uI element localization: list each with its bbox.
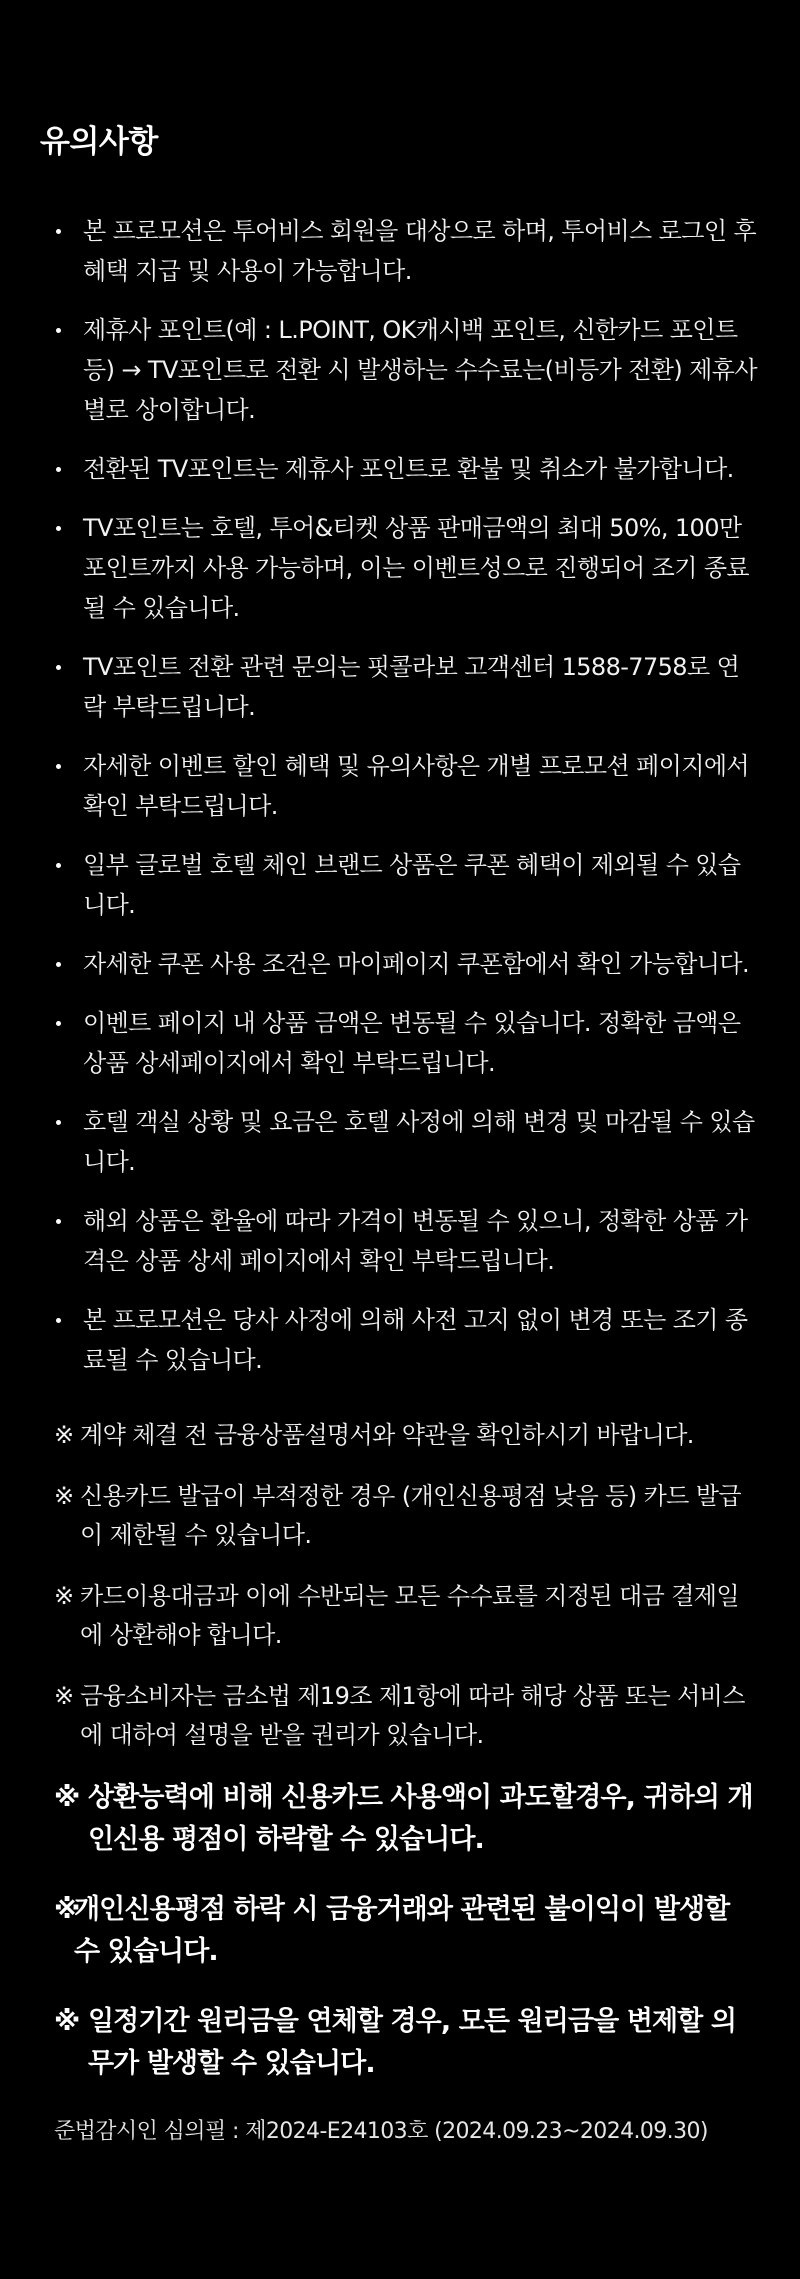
notice-item: TV포인트는 호텔, 투어&티켓 상품 판매금액의 최대 50%, 100만 포인트까지 사용 가능하며, 이는 이벤트성으로 진행되어 조기 종료될 수 있습니다. (40, 508, 760, 628)
notice-item: 전환된 TV포인트는 제휴사 포인트로 환불 및 취소가 불가합니다. (40, 449, 760, 489)
notice-item: 본 프로모션은 투어비스 회원을 대상으로 하며, 투어비스 로그인 후 혜택 지급 및 사용이 가능합니다. (40, 211, 760, 291)
notice-item: 자세한 이벤트 할인 혜택 및 유의사항은 개별 프로모션 페이지에서 확인 부탁드립니다. (40, 746, 760, 826)
financial-notes (40, 1416, 760, 2085)
page-title: 유의사항 (40, 124, 158, 160)
financial-note-text: 금융소비자는 금소법 제19조 제1항에 따라 해당 상품 또는 서비스에 대하여 설명을 받을 권리가 있습니다. (80, 1682, 745, 1749)
notice-item: 자세한 쿠폰 사용 조건은 마이페이지 쿠폰함에서 확인 가능합니다. (40, 944, 760, 984)
financial-note (40, 1577, 760, 1655)
notice-item: 본 프로모션은 당사 사정에 의해 사전 고지 없이 변경 또는 조기 종료될 수 있습니다. (40, 1300, 760, 1380)
credit-warning-text: 일정기간 원리금을 연체할 경우, 모든 원리금을 변제할 의무가 발생할 수 있습니다. (88, 2006, 737, 2079)
financial-note (40, 1677, 760, 1755)
financial-note-text: 신용카드 발급이 부적정한 경우 (개인신용평점 낮음 등) 카드 발급이 제한될 수 있습니다. (80, 1482, 741, 1549)
reference-mark: ※ (54, 1582, 74, 1610)
credit-warning-text: 상환능력에 비해 신용카드 사용액이 과도할경우, 귀하의 개인신용 평점이 하락할 수 있습니다. (88, 1782, 753, 1855)
notice-item: 일부 글로벌 호텔 체인 브랜드 상품은 쿠폰 혜택이 제외될 수 있습니다. (40, 845, 760, 925)
notice-item: 이벤트 페이지 내 상품 금액은 변동될 수 있습니다. 정확한 금액은 상품 상세페이지에서 확인 부탁드립니다. (40, 1003, 760, 1083)
credit-warning (40, 2001, 760, 2085)
notice-item: 해외 상품은 환율에 따라 가격이 변동될 수 있으니, 정확한 상품 가격은 상품 상세 페이지에서 확인 부탁드립니다. (40, 1201, 760, 1281)
financial-note (40, 1477, 760, 1555)
financial-note-text: 카드이용대금과 이에 수반되는 모든 수수료를 지정된 대금 결제일에 상환해야 합니다. (80, 1582, 739, 1649)
reference-mark: ※ (54, 1682, 74, 1710)
financial-note (40, 1416, 760, 1455)
notice-item: TV포인트 전환 관련 문의는 핏콜라보 고객센터 1588-7758로 연락 부탁드립니다. (40, 647, 760, 727)
notice-item: 호텔 객실 상황 및 요금은 호텔 사정에 의해 변경 및 마감될 수 있습니다. (40, 1102, 760, 1182)
reference-mark: ※ (54, 2006, 80, 2037)
credit-warning (40, 1889, 760, 1973)
reference-mark: ※ (54, 1894, 80, 1925)
reference-mark: ※ (54, 1482, 74, 1510)
reference-mark: ※ (54, 1421, 74, 1449)
compliance-approval-text: 준법감시인 심의필 : 제2024-E24103호 (2024.09.23~2024.09.30) (54, 2119, 708, 2144)
notice-list (40, 211, 760, 1380)
credit-warning (40, 1777, 760, 1861)
notice-item: 제휴사 포인트(예 : L.POINT, OK캐시백 포인트, 신한카드 포인트 등) → TV포인트로 전환 시 발생하는 수수료는(비등가 전환) 제휴사 별로 상이합니다. (40, 310, 760, 430)
financial-note-text: 계약 체결 전 금융상품설명서와 약관을 확인하시기 바랍니다. (80, 1421, 694, 1449)
credit-warning-text: 개인신용평점 하락 시 금융거래와 관련된 불이익이 발생할 수 있습니다. (74, 1894, 730, 1967)
reference-mark: ※ (54, 1782, 80, 1813)
